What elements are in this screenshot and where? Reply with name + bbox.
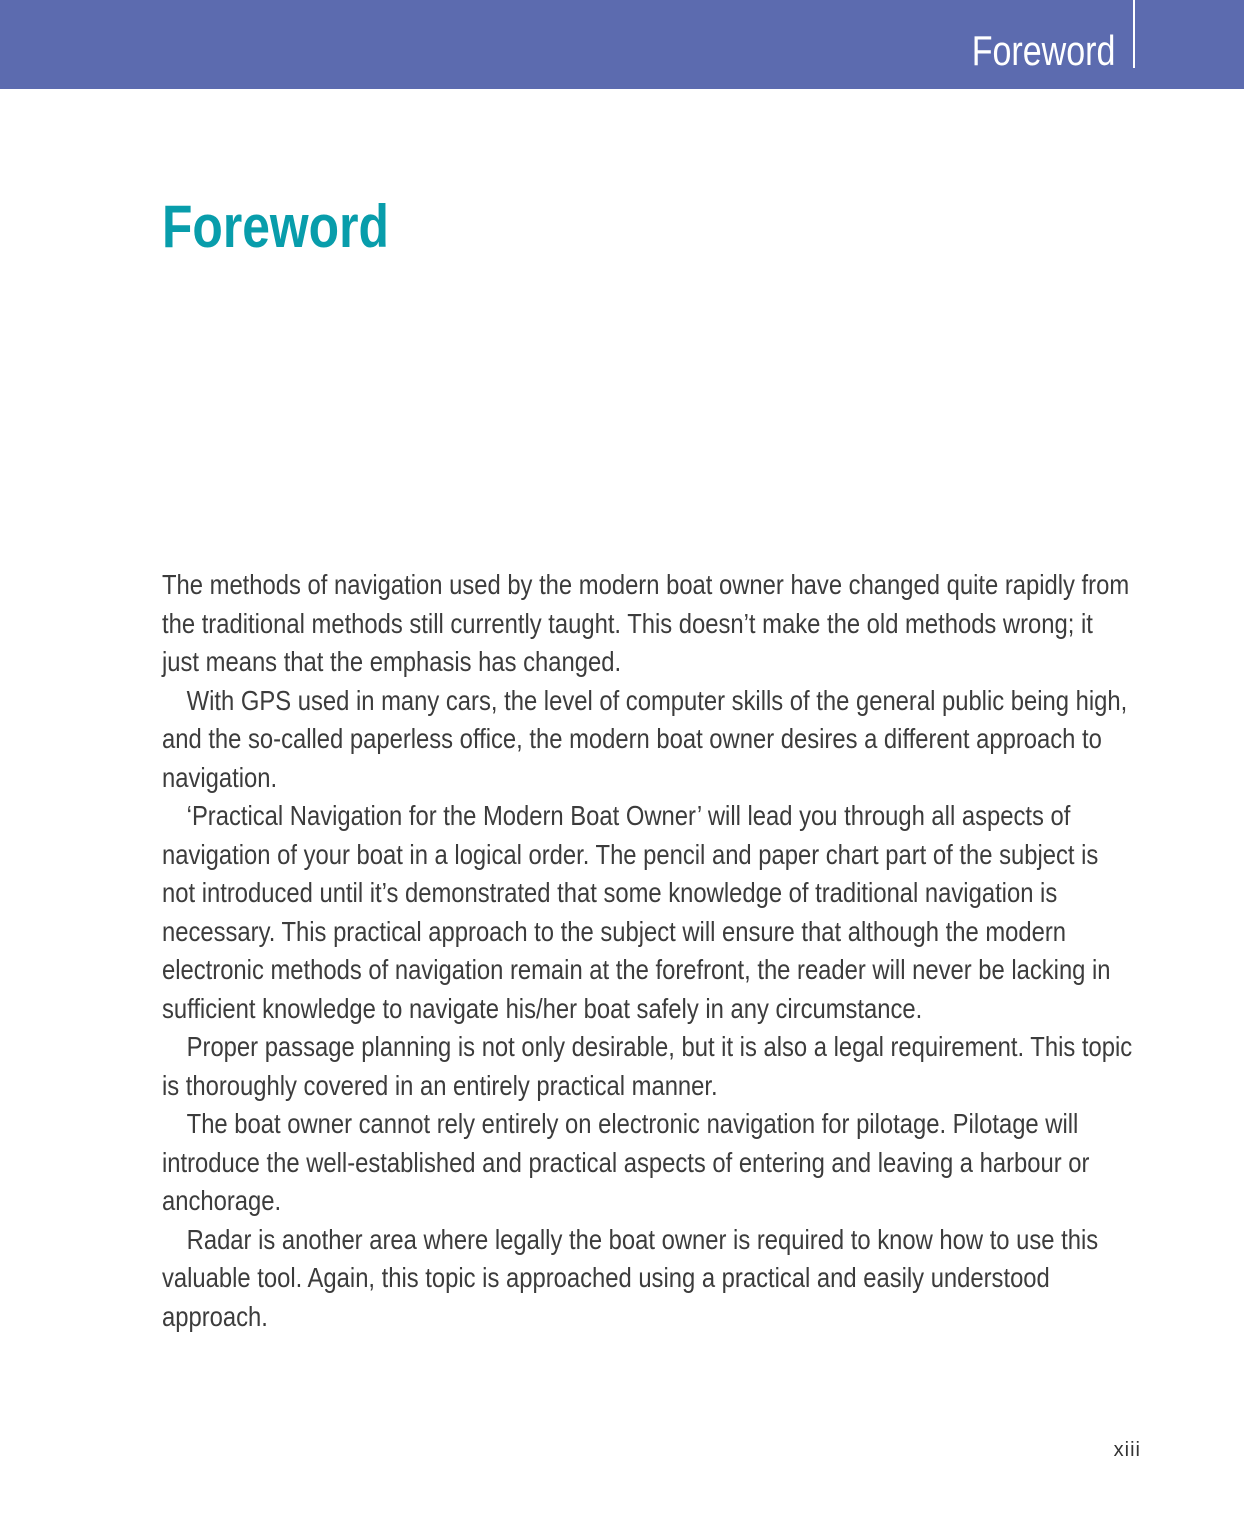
header-vertical-rule [1133, 0, 1135, 68]
body-paragraph: Proper passage planning is not only desirable, but it is also a legal requirement. This topic is thoroughly covered in an entirely practical manner. [162, 1031, 1133, 1101]
body-paragraph: Radar is another area where legally the boat owner is required to know how to use this valuable tool. Again, this topic is approached using a practical and easily understood approach. [162, 1223, 1099, 1332]
body-paragraph: The methods of navigation used by the modern boat owner have changed quite rapidly from the traditional methods still currently taught. This doesn’t make the old methods wrong; it just means that the emphasis has changed. [162, 569, 1130, 677]
foreword-body [162, 566, 1135, 1336]
body-paragraph: The boat owner cannot rely entirely on electronic navigation for pilotage. Pilotage will introduce the well-established and practical aspects of entering and leaving a harbour or anchorage. [162, 1108, 1090, 1216]
page-title: Foreword [162, 193, 389, 260]
body-paragraph: With GPS used in many cars, the level of computer skills of the general public being high, and the so-called paperless office, the modern boat owner desires a different approach to navigation. [162, 684, 1128, 793]
page-number: xiii [1113, 1439, 1141, 1461]
body-paragraph: ‘Practical Navigation for the Modern Boat Owner’ will lead you through all aspects of navigation of your boat in a logical order. The pencil and paper chart part of the subject is not introduced until it’s demonstrated that some knowledge of traditional navigation is necessary. This practical approach to the subject will ensure that although the modern electronic methods of navigation remain at the forefront, the reader will never be lacking in sufficient knowledge to navigate his/her boat safely in any circumstance. [162, 800, 1111, 1024]
running-header-title: Foreword [971, 27, 1115, 74]
running-header-band [0, 0, 1244, 89]
